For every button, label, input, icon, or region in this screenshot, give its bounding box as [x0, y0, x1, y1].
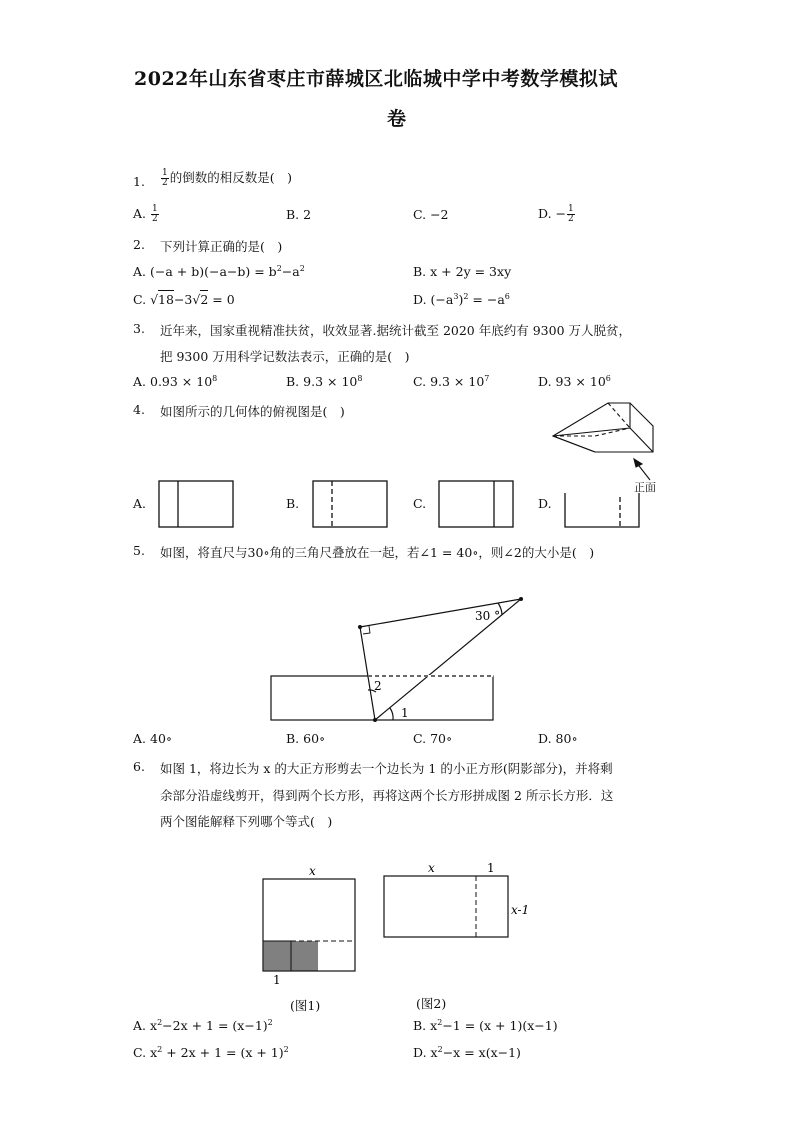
q6-fig1-1-label: 1 — [273, 973, 281, 987]
q5-angle-1-label: 1 — [401, 706, 409, 720]
q6-option-a[interactable]: A. $x^2-2x + 1 = (x-1)^2$ — [133, 1018, 273, 1034]
q5-option-d[interactable]: D. 80∘ — [538, 731, 578, 746]
q5-option-c[interactable]: C. 70∘ — [413, 731, 453, 746]
q6-option-d[interactable]: D. $x^2-x = x(x-1)$ — [413, 1045, 521, 1061]
q3-option-b[interactable]: B. $9.3 \times 10^8$ — [286, 374, 363, 390]
q6-fig1-caption: (图1) — [290, 998, 321, 1013]
q5-vertex-bottom — [373, 718, 377, 722]
q6-stem-line-3: 两个图能解释下列哪个等式( ) — [160, 814, 333, 829]
q4-option-a-label[interactable]: A. — [133, 496, 147, 511]
q5-option-b[interactable]: B. 60∘ — [286, 731, 326, 746]
q6-stem-line-1: 如图 1，将边长为 x 的大正方形剪去一个边长为 1 的小正方形(阴影部分)，并将剩 — [160, 761, 613, 776]
q1-option-b[interactable]: B. 2 — [286, 207, 312, 222]
q5-number: 5. — [133, 543, 145, 558]
q6-figure-2 — [380, 860, 540, 940]
q2-option-a[interactable]: A. $(-a + b)(-a-b) = b^2-a^2$ — [133, 264, 305, 280]
q4-option-d-figure[interactable] — [564, 492, 640, 528]
q4-solid-hidden-edge-1 — [608, 403, 630, 428]
q4-solid-edge-5 — [553, 436, 595, 452]
q3-stem-line-1: 近年来，国家重视精准扶贫，收效显著.据统计截至 2020 年底约有 9300 万人脱贫， — [160, 323, 631, 338]
q2-stem: 下列计算正确的是( ) — [160, 239, 283, 254]
q5-angle-30-label: 30 ° — [475, 609, 501, 623]
q4-number: 4. — [133, 402, 145, 417]
q1-number: 1. — [133, 174, 145, 189]
q6-option-b[interactable]: B. $x^2-1 = (x + 1)(x-1)$ — [413, 1018, 558, 1034]
q6-fig2-outline — [384, 876, 508, 937]
q5-figure — [260, 590, 530, 730]
q2-option-b[interactable]: B. x + 2y = 3xy — [413, 264, 512, 279]
q5-ruler — [271, 676, 493, 720]
q6-fig2-x-label: x — [428, 861, 435, 875]
q5-right-angle-mark — [363, 626, 370, 634]
q6-stem-line-2: 余部分沿虚线剪开，得到两个长方形，再将这两个长方形拼成图 2 所示长方形．这 — [160, 788, 614, 803]
title-line-1: 2022年山东省枣庄市薛城区北临城中学中考数学模拟试 — [134, 68, 618, 90]
q4-option-b-figure[interactable] — [312, 480, 388, 528]
title-line-2: 卷 — [387, 108, 407, 130]
q3-option-a[interactable]: A. $0.93 \times 10^8$ — [133, 374, 218, 390]
q6-fig1-shaded-square — [290, 941, 318, 971]
q4-option-b-label[interactable]: B. — [286, 496, 300, 511]
q4-solid-hidden-edge-2 — [595, 428, 630, 436]
q4-stem: 如图所示的几何体的俯视图是( ) — [160, 404, 345, 419]
q5-vertex-right-angle — [358, 625, 362, 629]
q6-figure-1 — [255, 862, 365, 992]
q4-option-d-label[interactable]: D. — [538, 496, 552, 511]
q1-option-c[interactable]: C. −2 — [413, 207, 449, 222]
q5-angle-1-arc — [390, 708, 393, 720]
q1-option-a[interactable]: A. $\frac{1}{2}$ — [133, 204, 158, 224]
q6-fig1-x-label: x — [309, 864, 316, 878]
q5-angle-2-label: 2 — [374, 679, 382, 693]
q2-option-c[interactable]: C. √18−3√2 = 0 — [133, 292, 235, 307]
q4-option-c-figure[interactable] — [438, 480, 514, 528]
q1-option-d[interactable]: D. − $\frac{1}{2}$ — [538, 204, 574, 224]
q4-option-c-label[interactable]: C. — [413, 496, 427, 511]
q6-fig2-side-label: x-1 — [511, 903, 530, 917]
q2-number: 2. — [133, 237, 145, 252]
q2-option-d[interactable]: D. $(-a^3)^2 = -a^6$ — [413, 292, 510, 308]
q5-vertex-30 — [519, 597, 523, 601]
q3-option-c[interactable]: C. $9.3 \times 10^7$ — [413, 374, 490, 390]
q4-option-a-figure[interactable] — [158, 480, 234, 528]
q3-number: 3. — [133, 321, 145, 336]
q5-stem: 如图，将直尺与30∘角的三角尺叠放在一起，若∠1 = 40∘，则∠2的大小是( ) — [160, 545, 595, 560]
q4-front-label: 正面 — [634, 481, 656, 494]
q6-fig1-cut-square — [263, 941, 291, 971]
q4-solid-edge-2 — [630, 428, 653, 452]
q6-fig2-1-label: 1 — [487, 861, 495, 875]
q6-number: 6. — [133, 759, 145, 774]
q1-stem-fraction: $\frac{1}{2}$ — [162, 168, 168, 188]
q4-front-arrow-head — [634, 459, 642, 467]
q3-stem-line-2: 把 9300 万用科学记数法表示，正确的是( ) — [160, 349, 410, 364]
q3-option-d[interactable]: D. $93 \times 10^6$ — [538, 374, 611, 390]
q5-option-a[interactable]: A. 40∘ — [133, 731, 173, 746]
q6-fig2-caption: (图2) — [416, 996, 447, 1011]
q1-stem: $\frac{1}{2}$ 的倒数的相反数是( ) — [162, 168, 292, 188]
q6-option-c[interactable]: C. $x^2 + 2x + 1 = (x + 1)^2$ — [133, 1045, 289, 1061]
q4-solid-outline — [553, 403, 653, 452]
